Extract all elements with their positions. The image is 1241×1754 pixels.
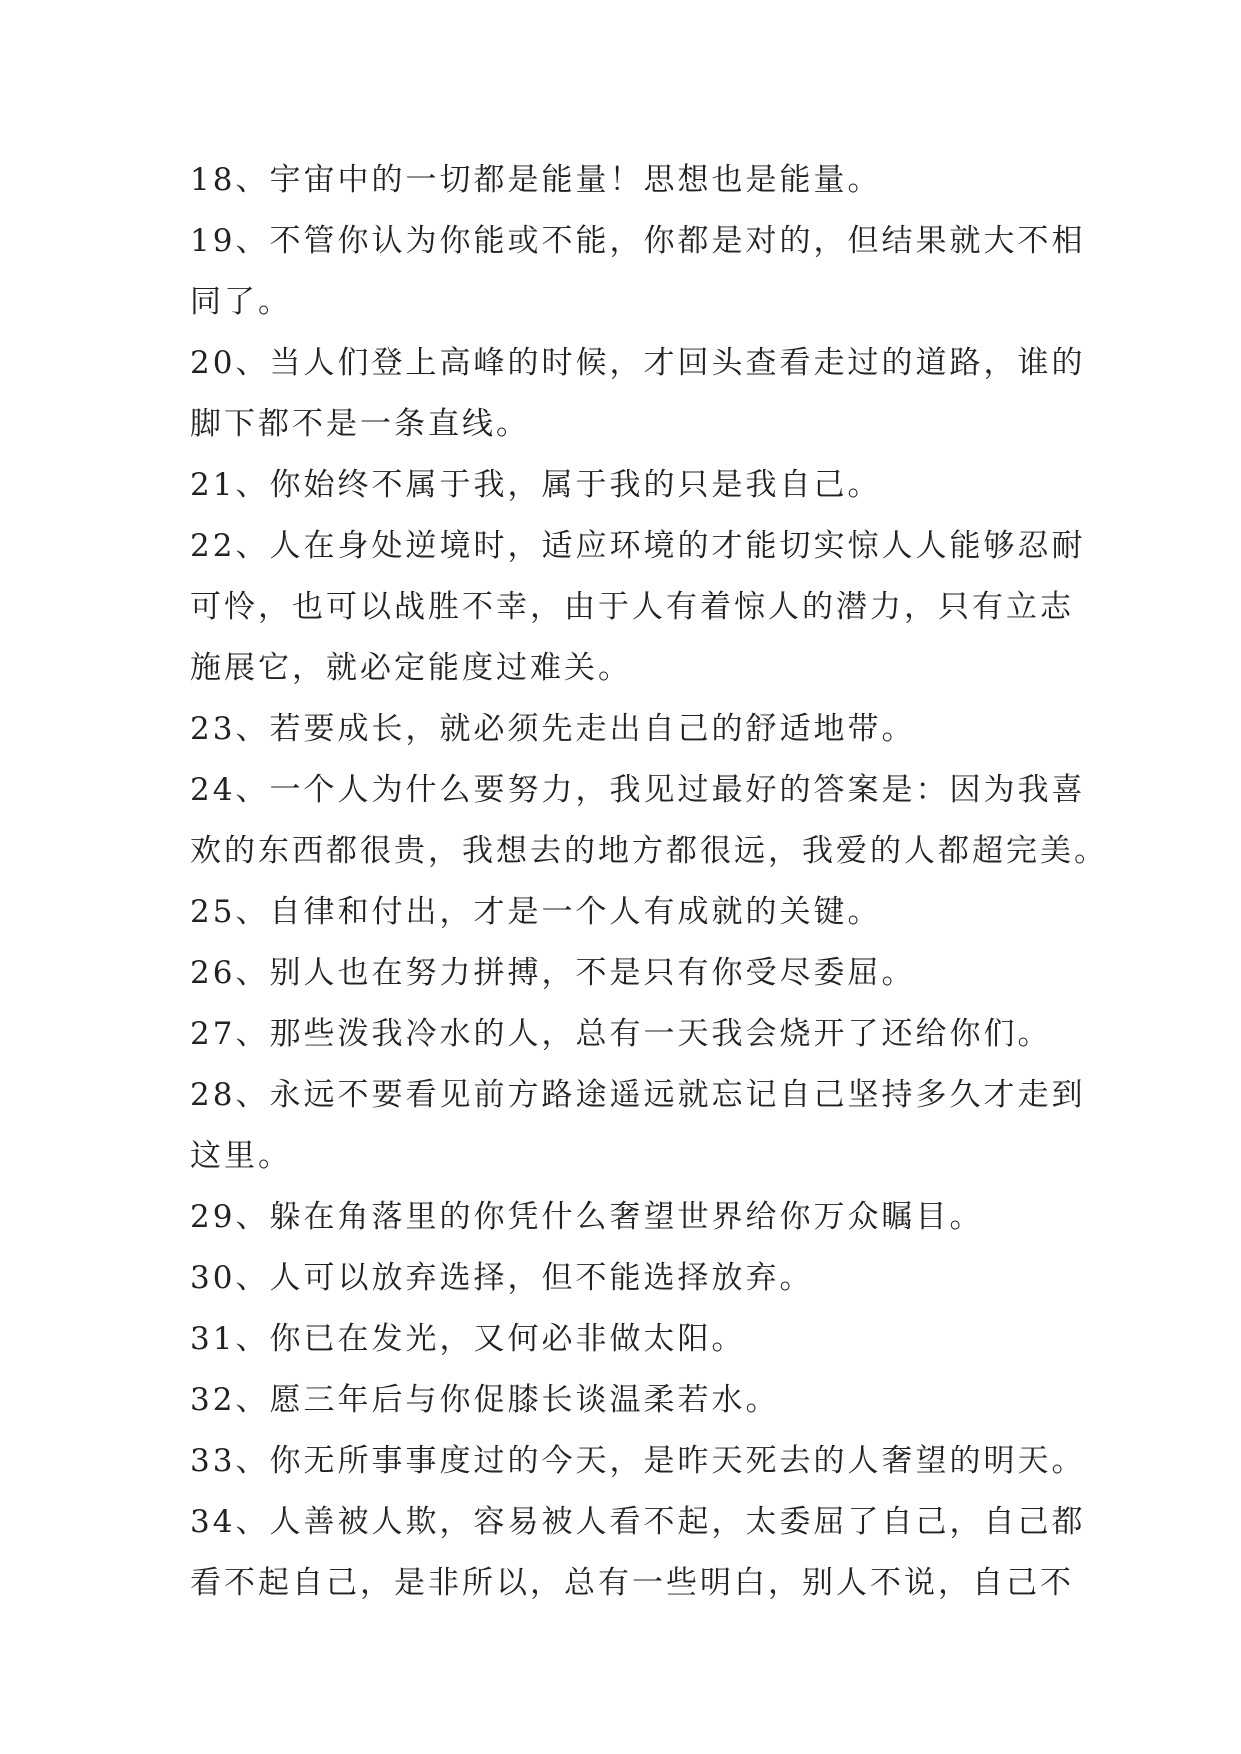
text-line: 26、别人也在努力拼搏，不是只有你受尽委屈。 bbox=[190, 955, 916, 991]
text-line: 19、不管你认为你能或不能，你都是对的，但结果就大不相 bbox=[190, 223, 1086, 259]
text-line: 欢的东西都很贵，我想去的地方都很远，我爱的人都超完美。 bbox=[190, 833, 1108, 869]
text-line: 27、那些泼我冷水的人，总有一天我会烧开了还给你们。 bbox=[190, 1016, 1052, 1052]
text-line: 28、永远不要看见前方路途遥远就忘记自己坚持多久才走到 bbox=[190, 1077, 1086, 1113]
text-line: 31、你已在发光，又何必非做太阳。 bbox=[190, 1321, 746, 1357]
text-line: 这里。 bbox=[190, 1138, 292, 1174]
text-line: 32、愿三年后与你促膝长谈温柔若水。 bbox=[190, 1382, 780, 1418]
text-line: 脚下都不是一条直线。 bbox=[190, 406, 530, 442]
text-line: 29、躲在角落里的你凭什么奢望世界给你万众瞩目。 bbox=[190, 1199, 984, 1235]
text-line: 20、当人们登上高峰的时候，才回头查看走过的道路，谁的 bbox=[190, 345, 1086, 381]
text-line: 21、你始终不属于我，属于我的只是我自己。 bbox=[190, 467, 882, 503]
text-line: 34、人善被人欺，容易被人看不起，太委屈了自己，自己都 bbox=[190, 1504, 1086, 1540]
text-line: 可怜，也可以战胜不幸，由于人有着惊人的潜力，只有立志 bbox=[190, 589, 1074, 625]
text-line: 施展它，就必定能度过难关。 bbox=[190, 650, 632, 686]
text-line: 25、自律和付出，才是一个人有成就的关键。 bbox=[190, 894, 882, 930]
text-line: 看不起自己，是非所以，总有一些明白，别人不说，自己不 bbox=[190, 1565, 1074, 1601]
document-body bbox=[190, 150, 1108, 1614]
text-line: 22、人在身处逆境时，适应环境的才能切实惊人人能够忍耐 bbox=[190, 528, 1086, 564]
text-line: 30、人可以放弃选择，但不能选择放弃。 bbox=[190, 1260, 814, 1296]
text-line: 23、若要成长，就必须先走出自己的舒适地带。 bbox=[190, 711, 916, 747]
text-line: 18、宇宙中的一切都是能量！思想也是能量。 bbox=[190, 162, 882, 198]
text-line: 同了。 bbox=[190, 284, 292, 320]
text-line: 24、一个人为什么要努力，我见过最好的答案是：因为我喜 bbox=[190, 772, 1086, 808]
text-line: 33、你无所事事度过的今天，是昨天死去的人奢望的明天。 bbox=[190, 1443, 1086, 1479]
